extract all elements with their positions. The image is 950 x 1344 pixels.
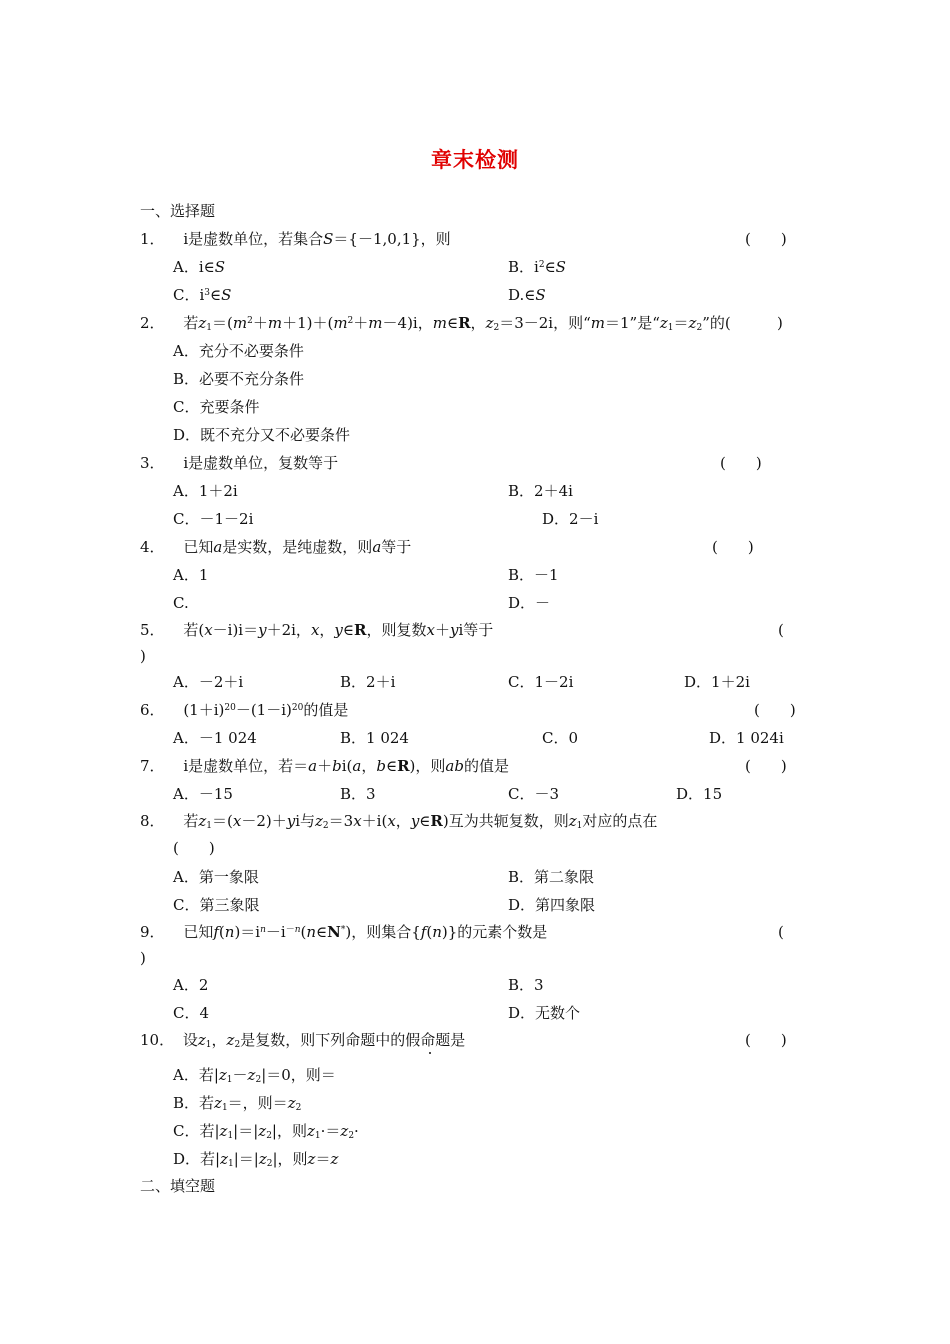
q8-option-d: D．第四象限 bbox=[508, 896, 596, 914]
q2-option-d: D．既不充分又不必要条件 bbox=[173, 426, 351, 444]
q2-option-a: A．充分不必要条件 bbox=[173, 342, 304, 360]
question-9: 9． 已知$f(n)=i^n-i^{-n}(n\in N^*)$，则集合{f(n)}的元素个数是 bbox=[140, 923, 548, 941]
q3-option-a: A．1＋2i bbox=[173, 482, 238, 500]
q3-option-c: C．－1－2i bbox=[173, 510, 254, 528]
answer-paren-open: ( bbox=[778, 621, 784, 639]
q6-option-b: B．1 024 bbox=[340, 729, 409, 747]
q9-option-b: B．3 bbox=[508, 976, 544, 994]
q7-option-a: A．－15 bbox=[173, 785, 233, 803]
emphasis-dot bbox=[429, 1052, 431, 1054]
q2-option-c: C．充要条件 bbox=[173, 398, 260, 416]
q10-option-a: A．若$|z_1-z_2|=0$，则＝ bbox=[173, 1066, 336, 1085]
question-number: 6． bbox=[140, 701, 165, 719]
answer-paren: ( ) bbox=[712, 538, 754, 556]
question-8: 8． 若$z_1=(x-2)+yi$与$z_2=3x+i(x$，y∈R)互为共轭复数，则$z_1$对应的点在 bbox=[140, 812, 658, 831]
answer-paren: ( ) bbox=[745, 757, 787, 775]
q4-option-c: C. bbox=[173, 594, 189, 612]
question-5: 5． 若(x－i)i＝y＋2i，x，y∈R，则复数x＋yi等于 bbox=[140, 621, 494, 639]
q5-option-a: A．－2＋i bbox=[173, 673, 244, 691]
q10-option-d: D．若$|z_1|=|z_2|$，则z＝z bbox=[173, 1150, 339, 1169]
question-1: 1． i是虚数单位，若集合S＝{－1,0,1}，则 bbox=[140, 230, 451, 248]
q8-option-a: A．第一象限 bbox=[173, 868, 259, 886]
answer-paren: ( ) bbox=[720, 454, 762, 472]
question-6: 6． $(1+i)^{20}-(1-i)^{20}$的值是 bbox=[140, 701, 349, 719]
q5-option-c: C．1－2i bbox=[508, 673, 574, 691]
section-choice-heading: 一、选择题 bbox=[140, 202, 216, 220]
answer-paren-open: ( bbox=[778, 923, 784, 941]
question-2: 2． 若$z_1=(m^2+m+1)+(m^2+m-4)i$，m∈R，$z_2=3-2i$，则“m＝1”是“$z_1=z_2$”的( bbox=[140, 314, 731, 333]
q1-option-d: D.∈S bbox=[508, 286, 546, 304]
answer-paren: ( ) bbox=[745, 1031, 787, 1049]
q8-option-b: B．第二象限 bbox=[508, 868, 595, 886]
q1-option-c: C．$i^3\in S$ bbox=[173, 286, 232, 304]
question-number: 8． bbox=[140, 812, 165, 830]
question-text: 的值是 bbox=[303, 701, 349, 719]
q9-option-d: D．无数个 bbox=[508, 1004, 581, 1022]
q6-option-d: D．1 024i bbox=[709, 729, 784, 747]
answer-paren-close: ) bbox=[140, 647, 146, 665]
question-7: 7． i是虚数单位，若＝a＋bi(a，b∈R)，则ab的值是 bbox=[140, 757, 509, 775]
q1-option-a: A．i∈S bbox=[173, 258, 226, 276]
q9-option-c: C．4 bbox=[173, 1004, 210, 1022]
q4-option-a: A．1 bbox=[173, 566, 209, 584]
q9-option-a: A．2 bbox=[173, 976, 209, 994]
answer-paren: ( ) bbox=[745, 230, 787, 248]
q2-option-b: B．必要不充分条件 bbox=[173, 370, 305, 388]
answer-paren: ( ) bbox=[173, 839, 215, 857]
question-number: 5． bbox=[140, 621, 165, 639]
q7-option-c: C．－3 bbox=[508, 785, 560, 803]
question-number: 3． bbox=[140, 454, 165, 472]
q6-option-a: A．－1 024 bbox=[173, 729, 257, 747]
q5-option-d: D．1＋2i bbox=[684, 673, 750, 691]
question-number: 9． bbox=[140, 923, 165, 941]
q6-option-c: C．0 bbox=[542, 729, 579, 747]
q1-option-b: B．$i^2\in S$ bbox=[508, 258, 566, 276]
question-number: 4． bbox=[140, 538, 165, 556]
q3-option-d: D．2－i bbox=[542, 510, 599, 528]
answer-paren-close: ) bbox=[777, 314, 783, 332]
q3-option-b: B．2＋4i bbox=[508, 482, 573, 500]
page-title: 章末检测 bbox=[431, 147, 519, 172]
q10-option-c: C．若$|z_1|=|z_2|$，则$z_1\cdot=z_2\cdot$ bbox=[173, 1122, 359, 1141]
answer-paren-close: ) bbox=[140, 949, 146, 967]
question-text: i是虚数单位，复数等于 bbox=[183, 454, 339, 472]
answer-paren: ( ) bbox=[754, 701, 796, 719]
q7-option-b: B．3 bbox=[340, 785, 376, 803]
question-10: 10． 设$z_1$，$z_2$是复数，则下列命题中的假命题是 bbox=[140, 1031, 466, 1050]
q5-option-b: B．2＋i bbox=[340, 673, 396, 691]
question-number: 1． bbox=[140, 230, 165, 248]
question-number: 7． bbox=[140, 757, 165, 775]
question-3 bbox=[140, 453, 338, 473]
question-number: 10． bbox=[140, 1031, 175, 1049]
question-4: 4． 已知a是实数，是纯虚数，则a等于 bbox=[140, 538, 412, 556]
q4-option-d: D．－ bbox=[508, 594, 551, 612]
q7-option-d: D．15 bbox=[676, 785, 723, 803]
q8-option-c: C．第三象限 bbox=[173, 896, 260, 914]
q10-option-b: B．若$z_1=$，则$=z_2$ bbox=[173, 1094, 302, 1113]
q4-option-b: B．－1 bbox=[508, 566, 559, 584]
question-number: 2． bbox=[140, 314, 165, 332]
section-fill-heading: 二、填空题 bbox=[140, 1177, 216, 1195]
